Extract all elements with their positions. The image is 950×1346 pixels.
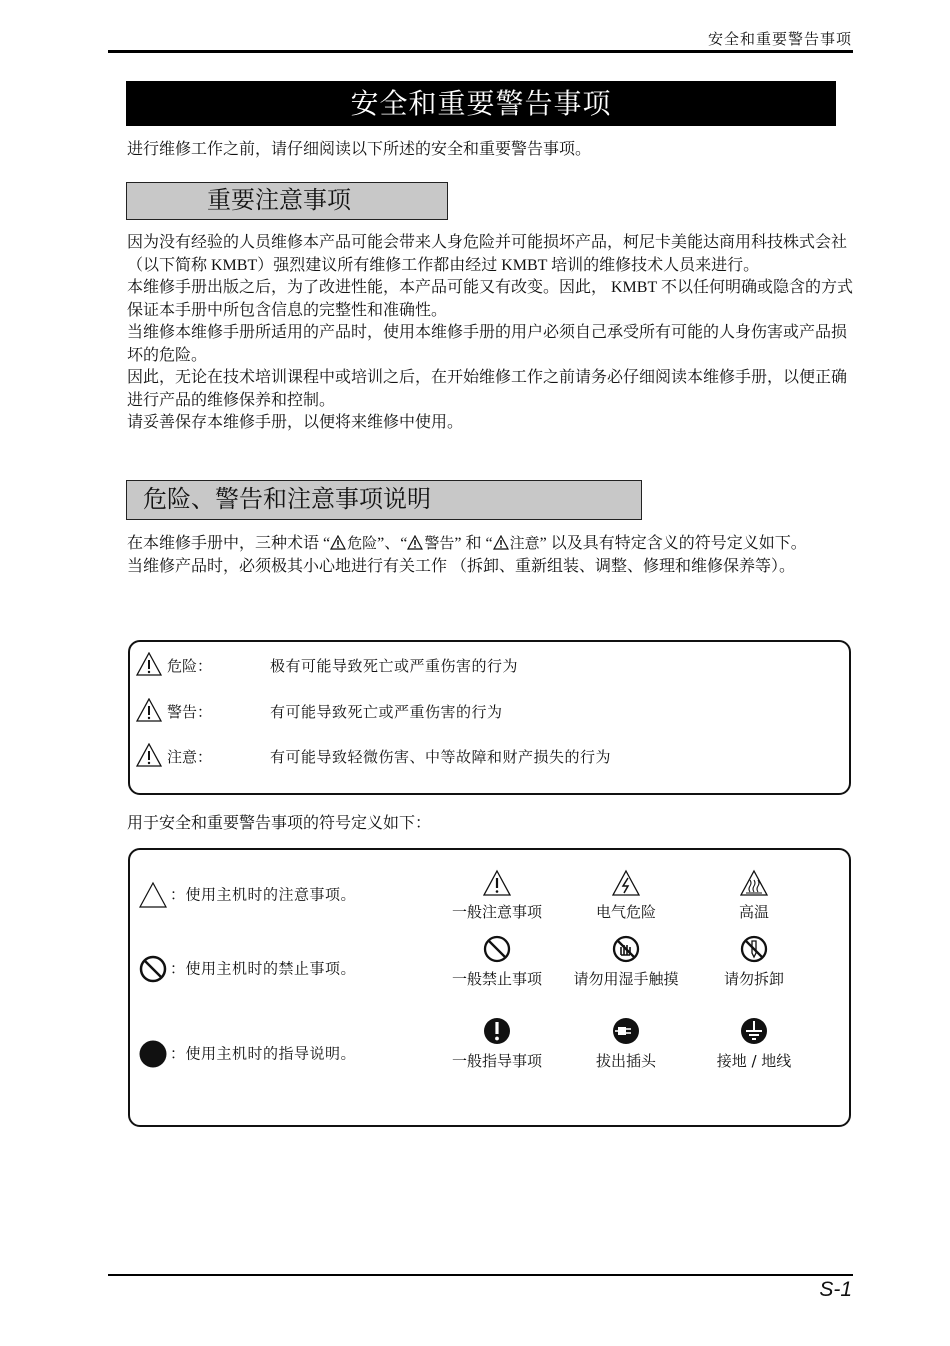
symbol-general-instruction: 一般指导事项 xyxy=(427,1016,567,1071)
warning-triangle-icon xyxy=(330,535,346,550)
symbol-ground: 接地 / 地线 xyxy=(684,1016,824,1071)
symbol-category-caution: ：使用主机时的注意事项。 xyxy=(138,881,356,909)
unplug-icon xyxy=(611,1016,641,1046)
section-title-warning-definitions: 危险、警告和注意事项说明 xyxy=(126,480,642,520)
paragraph: 本维修手册出版之后，为了改进性能，本产品可能又有改变。因此， KMBT 不以任何明确或隐含的方式保证本手册中所包含信息的完整性和准确性。 xyxy=(127,279,853,319)
symbol-no-disassemble: 请勿拆卸 xyxy=(684,934,824,989)
symbol-unplug: 拔出插头 xyxy=(556,1016,696,1071)
symbol-category-prohibit: ：使用主机时的禁止事项。 xyxy=(138,954,356,984)
symbol-general-prohibit: 一般禁止事项 xyxy=(427,934,567,989)
section-warning-definitions-body xyxy=(127,532,855,578)
no-wet-hands-icon xyxy=(611,934,641,964)
intro-text: 进行维修工作之前，请仔细阅读以下所述的安全和重要警告事项。 xyxy=(127,141,592,158)
main-title: 安全和重要警告事项 xyxy=(126,81,836,126)
filled-circle-icon xyxy=(138,1039,168,1069)
electric-hazard-icon xyxy=(611,869,641,897)
page-number: S-1 xyxy=(819,1278,852,1301)
symbol-general-caution: 一般注意事项 xyxy=(427,869,567,922)
symbol-electric-hazard: 电气危险 xyxy=(556,869,696,922)
term-danger: 危险 xyxy=(347,534,378,552)
symbols-intro-text: 用于安全和重要警告事项的符号定义如下： xyxy=(127,815,432,832)
paragraph: 因为没有经验的人员维修本产品可能会带来人身危险并可能损坏产品，柯尼卡美能达商用科技株式会社 （以下简称 KMBT）强烈建议所有维修工作都由经过 KMBT 培训的维修技术人员来进行。 xyxy=(127,234,848,274)
prohibited-circle-icon xyxy=(138,954,168,984)
hazard-level-description: 有可能导致轻微伤害、中等故障和财产损失的行为 xyxy=(270,748,612,766)
hazard-level-description: 有可能导致死亡或严重伤害的行为 xyxy=(270,703,503,721)
symbol-high-temperature: 高温 xyxy=(684,869,824,922)
running-header: 安全和重要警告事项 xyxy=(707,30,852,48)
paragraph: 因此，无论在技术培训课程中或培训之后，在开始维修工作之前请务必仔细阅读本维修手册，以便正确进行产品的维修保养和控制。 xyxy=(127,369,848,409)
warning-triangle-icon xyxy=(136,698,162,722)
symbol-category-instruction: ：使用主机时的指导说明。 xyxy=(138,1039,356,1069)
general-caution-icon xyxy=(482,869,512,897)
paragraph: 在本维修手册中，三种术语 “ 危险”、“ 警告” 和 “ 注意” 以及具有特定含义的符号定义如下。 xyxy=(127,534,807,552)
footer-rule xyxy=(108,1274,853,1276)
hazard-level-label: 警告： xyxy=(167,703,213,721)
section-title-important-notes: 重要注意事项 xyxy=(126,182,448,220)
general-prohibit-icon xyxy=(482,934,512,964)
warning-triangle-icon xyxy=(136,743,162,767)
no-disassemble-icon xyxy=(739,934,769,964)
warning-triangle-icon xyxy=(493,535,509,550)
section-important-notes-body xyxy=(127,232,855,435)
ground-icon xyxy=(739,1016,769,1046)
symbol-no-wet-hands: 请勿用湿手触摸 xyxy=(556,934,696,989)
hazard-level-label: 危险： xyxy=(167,657,213,675)
term-warning: 警告 xyxy=(424,534,455,552)
warning-triangle-icon xyxy=(407,535,423,550)
paragraph: 请妥善保存本维修手册，以便将来维修中使用。 xyxy=(127,414,464,431)
term-caution: 注意 xyxy=(509,534,540,552)
warning-triangle-icon xyxy=(136,652,162,676)
hazard-level-description: 极有可能导致死亡或严重伤害的行为 xyxy=(270,657,519,675)
hazard-level-label: 注意： xyxy=(167,748,213,766)
general-instruction-icon xyxy=(482,1016,512,1046)
triangle-outline-icon xyxy=(138,881,168,909)
paragraph: 当维修产品时，必须极其小心地进行有关工作 （拆卸、重新组装、调整、修理和维修保养等）。 xyxy=(127,557,796,575)
high-temperature-icon xyxy=(739,869,769,897)
paragraph: 当维修本维修手册所适用的产品时，使用本维修手册的用户必须自己承受所有可能的人身伤害或产品损坏的危险。 xyxy=(127,324,848,364)
header-rule xyxy=(108,50,853,53)
